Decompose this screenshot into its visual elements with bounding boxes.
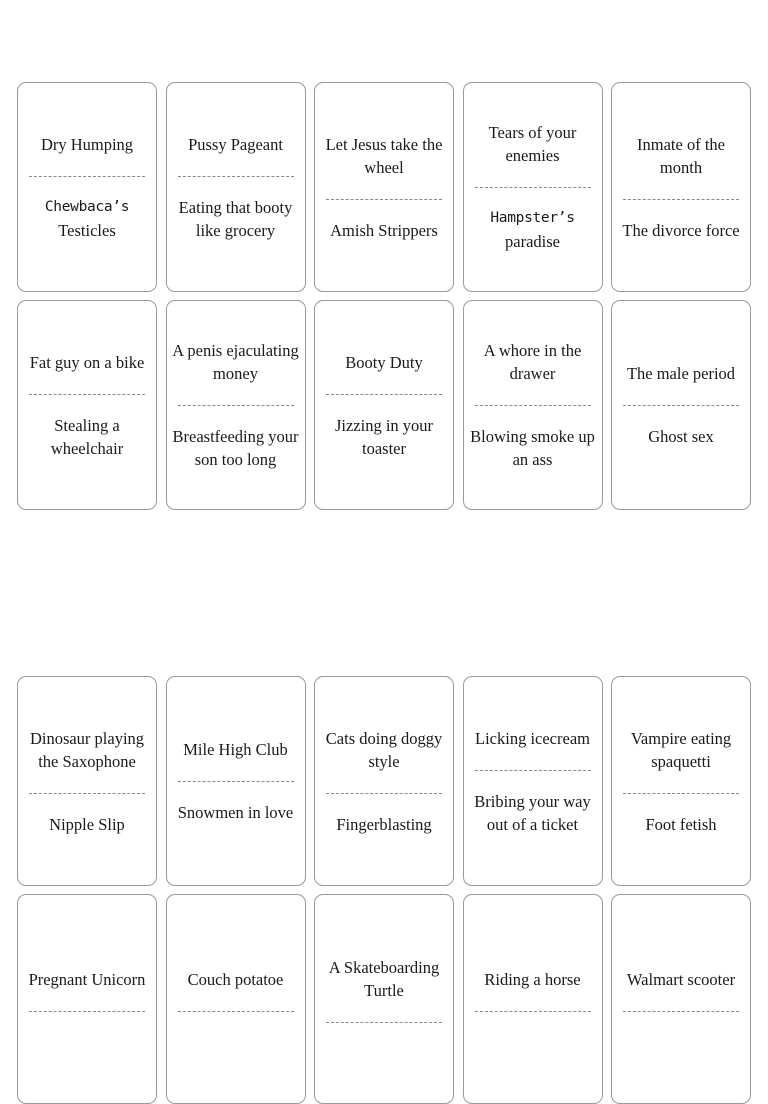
dashed-divider: [623, 1011, 739, 1012]
dashed-divider: [623, 199, 739, 200]
card-top-phrase: Tears of your enemies: [488, 123, 577, 165]
card: [611, 300, 751, 510]
dashed-divider: [326, 1022, 442, 1023]
card: [166, 82, 306, 292]
card-bottom-phrase: [466, 207, 600, 253]
card-bottom-phrase: Blowing smoke up an ass: [470, 427, 595, 469]
card-bottom-phrase: Stealing a wheelchair: [50, 415, 124, 458]
card-top-phrase: Walmart scooter: [626, 969, 736, 989]
dashed-divider: [326, 793, 442, 794]
card-top-phrase: Pregnant Unicorn: [28, 969, 146, 989]
card: [17, 300, 157, 510]
card-bottom-phrase: Ghost sex: [648, 427, 714, 446]
card: [611, 894, 751, 1104]
card-top-phrase: The male period: [626, 364, 736, 383]
dashed-divider: [29, 1011, 145, 1012]
dashed-divider: [29, 394, 145, 395]
card-top-phrase: Riding a horse: [484, 969, 581, 989]
card: [611, 676, 751, 886]
dashed-divider: [326, 394, 442, 395]
card-bottom-phrase-line2: paradise: [505, 232, 560, 251]
card: [611, 82, 751, 292]
dashed-divider: [178, 781, 294, 782]
card: [463, 82, 603, 292]
dashed-divider: [178, 176, 294, 177]
card-top-phrase: A whore in the drawer: [483, 341, 582, 383]
dashed-divider: [623, 793, 739, 794]
card-bottom-phrase: [20, 196, 154, 242]
card-bottom-phrase: Foot fetish: [645, 814, 717, 834]
dashed-divider: [475, 1011, 591, 1012]
dashed-divider: [475, 187, 591, 188]
card-top-phrase: Dry Humping: [40, 134, 134, 154]
card-bottom-phrase: Amish Strippers: [330, 220, 438, 240]
card-top-phrase: Licking icecream: [475, 728, 590, 748]
card: [463, 676, 603, 886]
dashed-divider: [326, 199, 442, 200]
card: [166, 676, 306, 886]
card-bottom-phrase: Eating that booty like grocery: [178, 197, 293, 240]
card-top-phrase: Let Jesus take the wheel: [325, 134, 443, 177]
card-bottom-phrase: Nipple Slip: [49, 814, 125, 834]
card-top-phrase: Vampire eating spaquetti: [630, 728, 732, 771]
card-top-phrase: A Skateboarding Turtle: [328, 958, 440, 1000]
card-top-phrase: Pussy Pageant: [188, 134, 283, 154]
dashed-divider: [623, 405, 739, 406]
dashed-divider: [475, 770, 591, 771]
card: [463, 894, 603, 1104]
card-bottom-phrase-line1: Hampster’s: [490, 210, 575, 226]
card-bottom-phrase: Jizzing in your toaster: [334, 415, 434, 458]
card: [17, 894, 157, 1104]
card: [314, 300, 454, 510]
card-top-phrase: Couch potatoe: [187, 969, 284, 989]
card: [166, 300, 306, 510]
dashed-divider: [178, 405, 294, 406]
dashed-divider: [475, 405, 591, 406]
card-bottom-phrase: Breastfeeding your son too long: [172, 427, 299, 469]
card: [166, 894, 306, 1104]
card: [314, 676, 454, 886]
card-sheet-top: [17, 82, 751, 510]
card-bottom-phrase: Snowmen in love: [177, 803, 294, 822]
card-sheet-bottom: [17, 676, 751, 1104]
card: [314, 894, 454, 1104]
card-top-phrase: Inmate of the month: [637, 134, 725, 177]
card-bottom-phrase: The divorce force: [622, 220, 740, 240]
card: [17, 676, 157, 886]
dashed-divider: [29, 176, 145, 177]
card-top-phrase: Booty Duty: [345, 352, 423, 372]
card-bottom-phrase-line2: Testicles: [58, 220, 116, 240]
card: [314, 82, 454, 292]
card: [463, 300, 603, 510]
card-top-phrase: Cats doing doggy style: [325, 728, 443, 771]
card-bottom-phrase: Bribing your way out of a ticket: [474, 791, 591, 834]
card-top-phrase: Mile High Club: [183, 740, 288, 759]
card-bottom-phrase-line1: Chewbaca’s: [44, 198, 130, 215]
dashed-divider: [29, 793, 145, 794]
dashed-divider: [178, 1011, 294, 1012]
card-top-phrase: A penis ejaculating money: [172, 341, 299, 383]
card-top-phrase: Fat guy on a bike: [29, 352, 145, 372]
card-bottom-phrase: Fingerblasting: [336, 814, 432, 834]
card: [17, 82, 157, 292]
card-top-phrase: Dinosaur playing the Saxophone: [29, 728, 145, 771]
